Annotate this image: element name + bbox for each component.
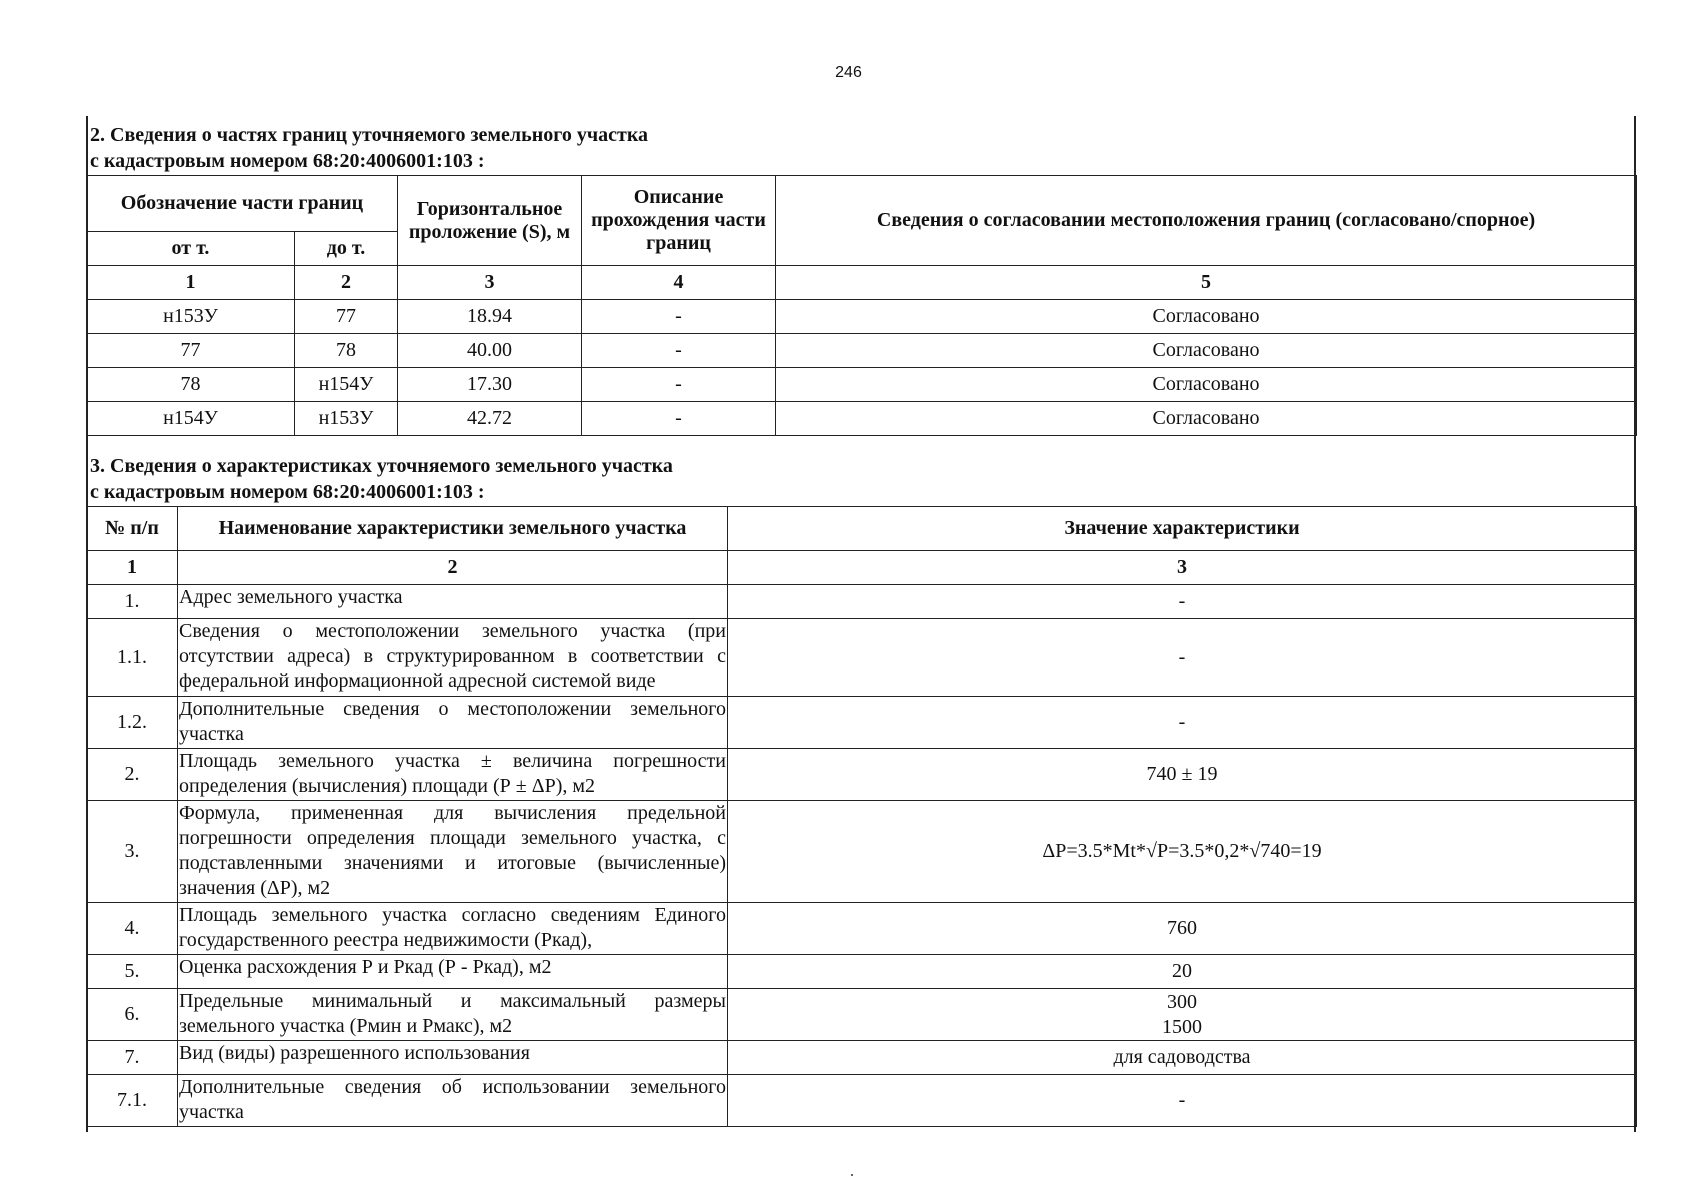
description: - — [582, 402, 776, 436]
characteristic-value: 20 — [728, 955, 1637, 989]
description: - — [582, 368, 776, 402]
col-number: 4 — [582, 266, 776, 300]
table-row — [87, 903, 1637, 955]
characteristic-name: Дополнительные сведения об использовании земельного участка — [178, 1075, 728, 1127]
table-row — [87, 955, 1637, 989]
characteristic-name: Площадь земельного участка ± величина погрешности определения (вычисления) площади (Р ± ΔР), м2 — [178, 749, 728, 801]
table-row — [87, 300, 1637, 334]
table-row — [87, 697, 1637, 749]
characteristic-name: Площадь земельного участка согласно сведениям Единого государственного реестра недвижимости (Ркад), — [178, 903, 728, 955]
characteristic-name: Формула, примененная для вычисления предельной погрешности определения площади земельного участка, с подставленными значениями и итоговые (вычисленные) значения (ΔР), м2 — [178, 801, 728, 903]
characteristic-value: 740 ± 19 — [728, 749, 1637, 801]
to-point: н154У — [295, 368, 398, 402]
from-point: 77 — [87, 334, 295, 368]
section3-heading — [90, 453, 673, 505]
characteristic-value — [728, 989, 1637, 1041]
characteristic-value: - — [728, 619, 1637, 697]
col-number: 1 — [87, 551, 178, 585]
row-number: 7.1. — [87, 1075, 178, 1127]
row-number: 5. — [87, 955, 178, 989]
horizontal-distance: 42.72 — [398, 402, 582, 436]
col-number: 5 — [776, 266, 1637, 300]
row-number: 4. — [87, 903, 178, 955]
header-to: до т. — [295, 232, 398, 266]
header-part-designation: Обозначение части границ — [87, 176, 398, 232]
col-number: 3 — [728, 551, 1637, 585]
characteristic-name: Предельные минимальный и максимальный размеры земельного участка (Рмин и Рмакс), м2 — [178, 989, 728, 1041]
from-point: 78 — [87, 368, 295, 402]
page-mark — [851, 1174, 853, 1176]
agreement-status: Согласовано — [776, 300, 1637, 334]
section2-heading-line1: 2. Сведения о частях границ уточняемого земельного участка — [90, 124, 649, 146]
table-row — [87, 619, 1637, 697]
characteristic-name: Оценка расхождения Р и Ркад (Р - Ркад), м2 — [178, 955, 728, 989]
section2-heading — [90, 122, 648, 174]
description: - — [582, 300, 776, 334]
characteristic-name: Дополнительные сведения о местоположении земельного участка — [178, 697, 728, 749]
row-number: 6. — [87, 989, 178, 1041]
row-number: 7. — [87, 1041, 178, 1075]
col-number: 2 — [178, 551, 728, 585]
to-point: 78 — [295, 334, 398, 368]
col-number: 1 — [87, 266, 295, 300]
characteristic-value: 760 — [728, 903, 1637, 955]
header-horizontal: Горизонтальное проложение (S), м — [398, 176, 582, 266]
header-value: Значение характеристики — [728, 507, 1637, 551]
section3-heading-line1: 3. Сведения о характеристиках уточняемого земельного участка — [90, 455, 673, 477]
header-name: Наименование характеристики земельного участка — [178, 507, 728, 551]
horizontal-distance: 40.00 — [398, 334, 582, 368]
horizontal-distance: 17.30 — [398, 368, 582, 402]
horizontal-distance: 18.94 — [398, 300, 582, 334]
row-number: 1.2. — [87, 697, 178, 749]
section2-heading-line2: с кадастровым номером 68:20:4006001:103 : — [90, 150, 485, 172]
row-number: 1. — [87, 585, 178, 619]
row-number: 1.1. — [87, 619, 178, 697]
max-size-value: 1500 — [1162, 1015, 1202, 1038]
table-row — [87, 368, 1637, 402]
row-number: 3. — [87, 801, 178, 903]
characteristic-value: - — [728, 585, 1637, 619]
section3-heading-line2: с кадастровым номером 68:20:4006001:103 : — [90, 481, 485, 503]
characteristic-value: для садоводства — [728, 1041, 1637, 1075]
characteristic-value: - — [728, 697, 1637, 749]
characteristic-name: Адрес земельного участка — [178, 585, 728, 619]
table-row — [87, 749, 1637, 801]
col-number: 2 — [295, 266, 398, 300]
row-number: 2. — [87, 749, 178, 801]
header-num: № п/п — [87, 507, 178, 551]
to-point: н153У — [295, 402, 398, 436]
col-number: 3 — [398, 266, 582, 300]
characteristic-name: Вид (виды) разрешенного использования — [178, 1041, 728, 1075]
description: - — [582, 334, 776, 368]
table-row — [87, 402, 1637, 436]
boundary-parts-table — [86, 175, 1637, 436]
table-row — [87, 801, 1637, 903]
column-numbers-row — [87, 551, 1637, 585]
to-point: 77 — [295, 300, 398, 334]
header-description: Описание прохождения части границ — [582, 176, 776, 266]
agreement-status: Согласовано — [776, 334, 1637, 368]
page-number: 246 — [835, 64, 862, 81]
table-row — [87, 1041, 1637, 1075]
from-point: н153У — [87, 300, 295, 334]
min-size-value: 300 — [1167, 990, 1197, 1013]
characteristic-value: - — [728, 1075, 1637, 1127]
from-point: н154У — [87, 402, 295, 436]
characteristic-value: ΔР=3.5*Mt*√Р=3.5*0,2*√740=19 — [728, 801, 1637, 903]
characteristic-name: Сведения о местоположении земельного участка (при отсутствии адреса) в структурированном в соответствии с федеральной информационной адресной системой виде — [178, 619, 728, 697]
table-row — [87, 334, 1637, 368]
header-from: от т. — [87, 232, 295, 266]
characteristics-table — [86, 506, 1637, 1127]
table-row — [87, 1075, 1637, 1127]
agreement-status: Согласовано — [776, 368, 1637, 402]
header-agreement: Сведения о согласовании местоположения границ (согласовано/спорное) — [776, 176, 1637, 266]
agreement-status: Согласовано — [776, 402, 1637, 436]
column-numbers-row — [87, 266, 1637, 300]
table-row — [87, 585, 1637, 619]
table-row — [87, 989, 1637, 1041]
